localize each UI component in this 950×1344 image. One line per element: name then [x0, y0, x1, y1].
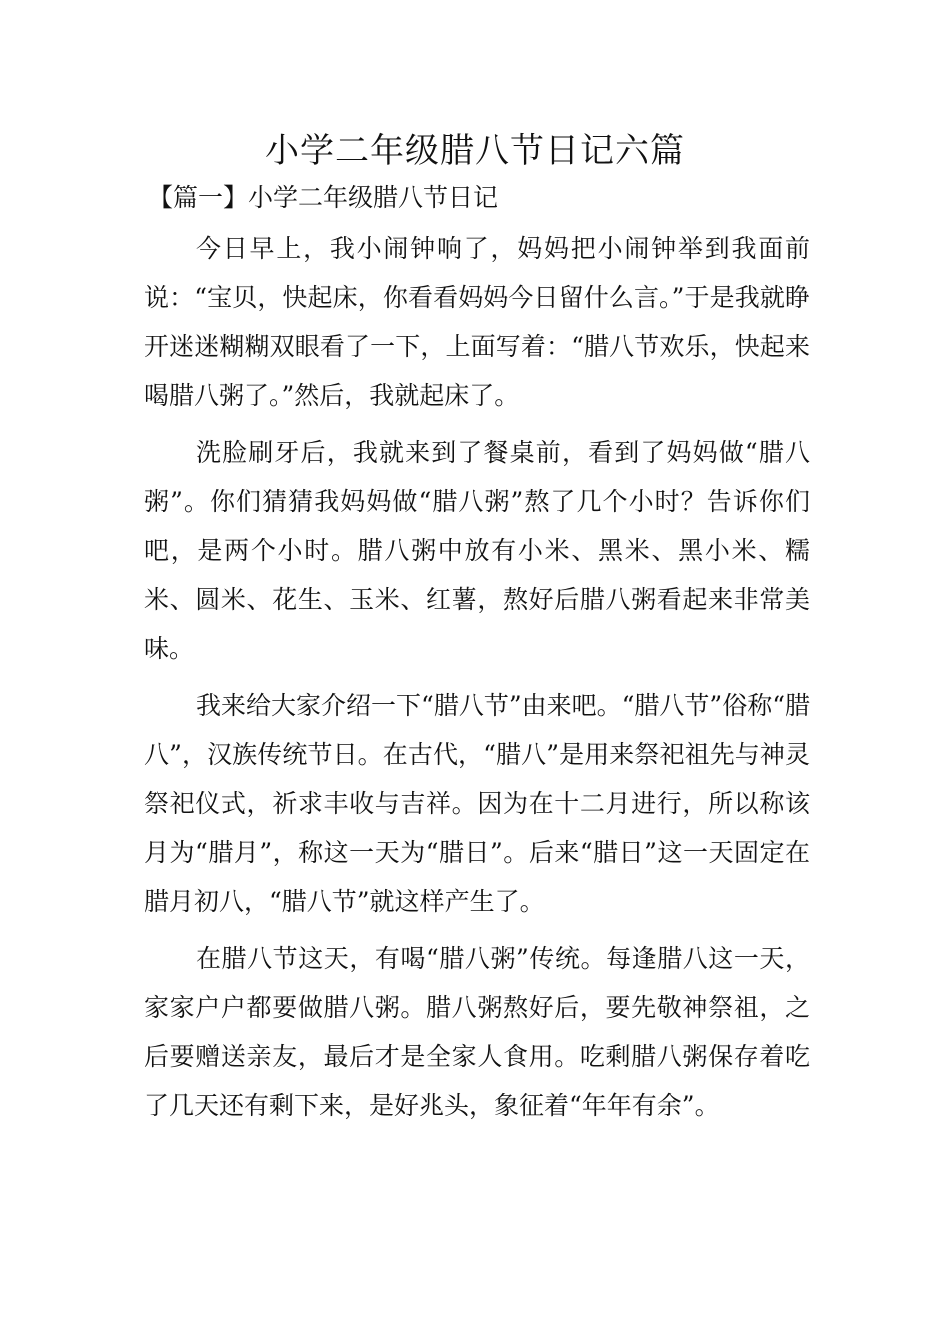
paragraph-4: 在腊八节这天，有喝“腊八粥”传统。每逢腊八这一天，家家户户都要做腊八粥。腊八粥熬好后，要先敬神祭祖，之后要赠送亲友，最后才是全家人食用。吃剩腊八粥保存着吃了几天还有剩下来，是好兆头，象征着“年年有余”。: [144, 944, 810, 1120]
document-body: [144, 224, 810, 1138]
paragraph-2: 洗脸刷牙后，我就来到了餐桌前，看到了妈妈做“腊八粥”。你们猜猜我妈妈做“腊八粥”熬了几个小时？告诉你们吧，是两个小时。腊八粥中放有小米、黑米、黑小米、糯米、圆米、花生、玉米、红薯，熬好后腊八粥看起来非常美味。: [144, 438, 810, 663]
paragraph-1: 今日早上，我小闹钟响了，妈妈把小闹钟举到我面前说：“宝贝，快起床，你看看妈妈今日留什么言。”于是我就睁开迷迷糊糊双眼看了一下，上面写着：“腊八节欢乐，快起来喝腊八粥了。”然后，我就起床了。: [144, 234, 810, 410]
paragraph-3: 我来给大家介绍一下“腊八节”由来吧。“腊八节”俗称“腊八”，汉族传统节日。在古代，“腊八”是用来祭祀祖先与神灵祭祀仪式，祈求丰收与吉祥。因为在十二月进行，所以称该月为“腊月”，称这一天为“腊日”。后来“腊日”这一天固定在腊月初八，“腊八节”就这样产生了。: [144, 691, 810, 916]
section-heading: 【篇一】小学二年级腊八节日记: [148, 183, 499, 212]
document-title: 小学二年级腊八节日记六篇: [265, 131, 685, 171]
